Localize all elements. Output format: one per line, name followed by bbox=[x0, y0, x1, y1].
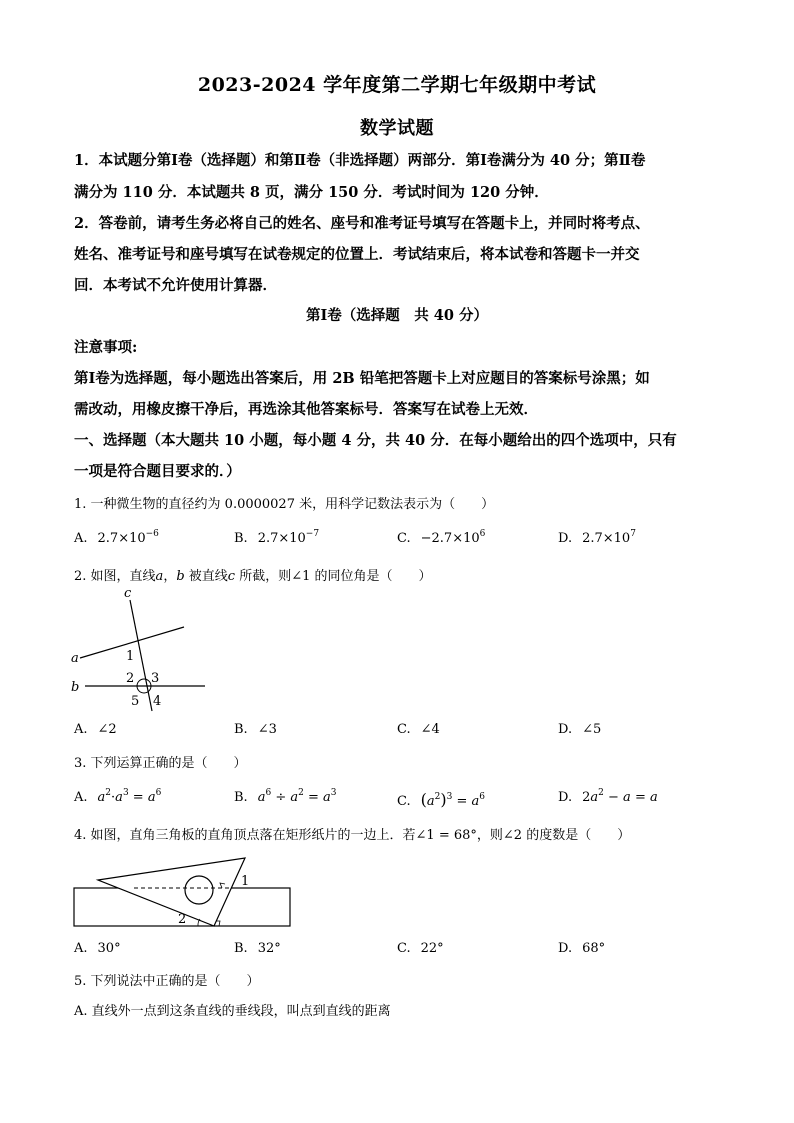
label-c: c bbox=[124, 586, 132, 601]
q2-option-c[interactable]: C. ∠4 bbox=[397, 722, 440, 737]
angle-label-4: 4 bbox=[153, 694, 162, 709]
q4-option-a[interactable]: A. 30° bbox=[74, 941, 121, 956]
q1-option-d[interactable]: D. $2.7\times 10^7$ bbox=[558, 529, 636, 546]
q2-options bbox=[0, 722, 794, 744]
q4-option-d[interactable]: D. 68° bbox=[558, 941, 606, 956]
q2-option-a[interactable]: A. ∠2 bbox=[74, 722, 117, 737]
angle-label-2: 2 bbox=[178, 912, 187, 927]
exam-subtitle: 数学试题 bbox=[360, 118, 434, 139]
part-heading-line-2: 一项是符合题目要求的．） bbox=[74, 463, 241, 480]
instruction-line-4: 姓名、准考证号和座号填写在试卷规定的位置上．考试结束后，将本试卷和答题卡一并交 bbox=[74, 246, 640, 263]
part-heading-line-1: 一、选择题（本大题共 10 小题，每小题 4 分，共 40 分．在每小题给出的四个选项中，只有 bbox=[74, 432, 677, 449]
exam-title: 2023-2024 学年度第二学期七年级期中考试 bbox=[197, 74, 597, 96]
q1-option-a[interactable]: A. $2.7\times 10^{-6}$ bbox=[74, 529, 159, 546]
q2-stem: 2. 如图，直线a，b 被直线c 所截，则∠1 的同位角是（ ） bbox=[74, 569, 432, 584]
instruction-line-3: 2．答卷前，请考生务必将自己的姓名、座号和准考证号填写在答题卡上，并同时将考点、 bbox=[74, 215, 650, 232]
angle-label-2: 2 bbox=[126, 671, 135, 686]
q2-figure bbox=[60, 585, 230, 715]
section-heading: 第Ⅰ卷（选择题 共 40 分） bbox=[305, 307, 489, 324]
q3-option-d[interactable]: D. $2a^2 - a = a$ bbox=[558, 788, 658, 805]
q3-option-a[interactable]: A. $a^2\cdot a^3 = a^6$ bbox=[74, 788, 162, 805]
q3-stem: 3. 下列运算正确的是（ ） bbox=[74, 756, 247, 771]
angle-label-5: 5 bbox=[131, 694, 140, 709]
q3-option-a-math: $a^2\cdot a^3 = a^6$ bbox=[97, 788, 162, 805]
angle-label-1: 1 bbox=[126, 649, 135, 664]
q4-options bbox=[0, 941, 794, 963]
q2-option-b[interactable]: B. ∠3 bbox=[234, 722, 277, 737]
notice-line-1: 第Ⅰ卷为选择题，每小题选出答案后，用 2B 铅笔把答题卡上对应题目的答案标号涂黑；如 bbox=[74, 370, 650, 387]
instruction-line-5: 回．本考试不允许使用计算器． bbox=[74, 277, 277, 294]
label-a: a bbox=[71, 651, 79, 666]
q4-stem: 4. 如图，直角三角板的直角顶点落在矩形纸片的一边上．若∠1 = 68°，则∠2 的度数是（ ） bbox=[74, 828, 631, 843]
q1-option-b[interactable]: B. $2.7\times 10^{-7}$ bbox=[234, 529, 320, 546]
instruction-line-1: 1．本试题分第Ⅰ卷（选择题）和第Ⅱ卷（非选择题）两部分．第Ⅰ卷满分为 40 分；第Ⅱ卷 bbox=[74, 152, 646, 169]
notice-title: 注意事项: bbox=[74, 339, 138, 356]
angle-label-1: 1 bbox=[241, 874, 250, 889]
q3-option-c-math: $(a^2)^3 = a^6$ bbox=[420, 790, 486, 809]
right-triangle-ruler bbox=[98, 858, 245, 926]
right-angle-mark bbox=[216, 921, 220, 926]
q3-options bbox=[0, 790, 794, 812]
q3-option-b[interactable]: B. $a^6 \div a^2 = a^3$ bbox=[234, 788, 337, 805]
q3-option-b-math: $a^6 \div a^2 = a^3$ bbox=[257, 788, 337, 805]
instruction-line-2: 满分为 110 分．本试题共 8 页，满分 150 分．考试时间为 120 分钟． bbox=[74, 184, 549, 201]
q1-stem: 1. 一种微生物的直径约为 0.0000027 米，用科学记数法表示为（ ） bbox=[74, 497, 495, 512]
q5-stem: 5. 下列说法中正确的是（ ） bbox=[74, 974, 260, 989]
q3-option-c[interactable]: C. $(a^2)^3 = a^6$ bbox=[397, 790, 486, 809]
q5-option-a[interactable]: A. 直线外一点到这条直线的垂线段，叫点到直线的距离 bbox=[74, 1004, 391, 1019]
q4-figure bbox=[70, 855, 295, 930]
q2-option-d[interactable]: D. ∠5 bbox=[558, 722, 602, 737]
angle-label-3: 3 bbox=[151, 671, 160, 686]
notice-line-2: 需改动，用橡皮擦干净后，再选涂其他答案标号．答案写在试卷上无效． bbox=[74, 401, 538, 418]
q4-option-b[interactable]: B. 32° bbox=[234, 941, 281, 956]
q1-option-c[interactable]: C. $-2.7\times 10^6$ bbox=[397, 529, 486, 546]
label-b: b bbox=[71, 680, 80, 695]
q1-options bbox=[0, 531, 794, 553]
q3-option-d-math: $2a^2 - a = a$ bbox=[582, 788, 658, 805]
q4-option-c[interactable]: C. 22° bbox=[397, 941, 444, 956]
